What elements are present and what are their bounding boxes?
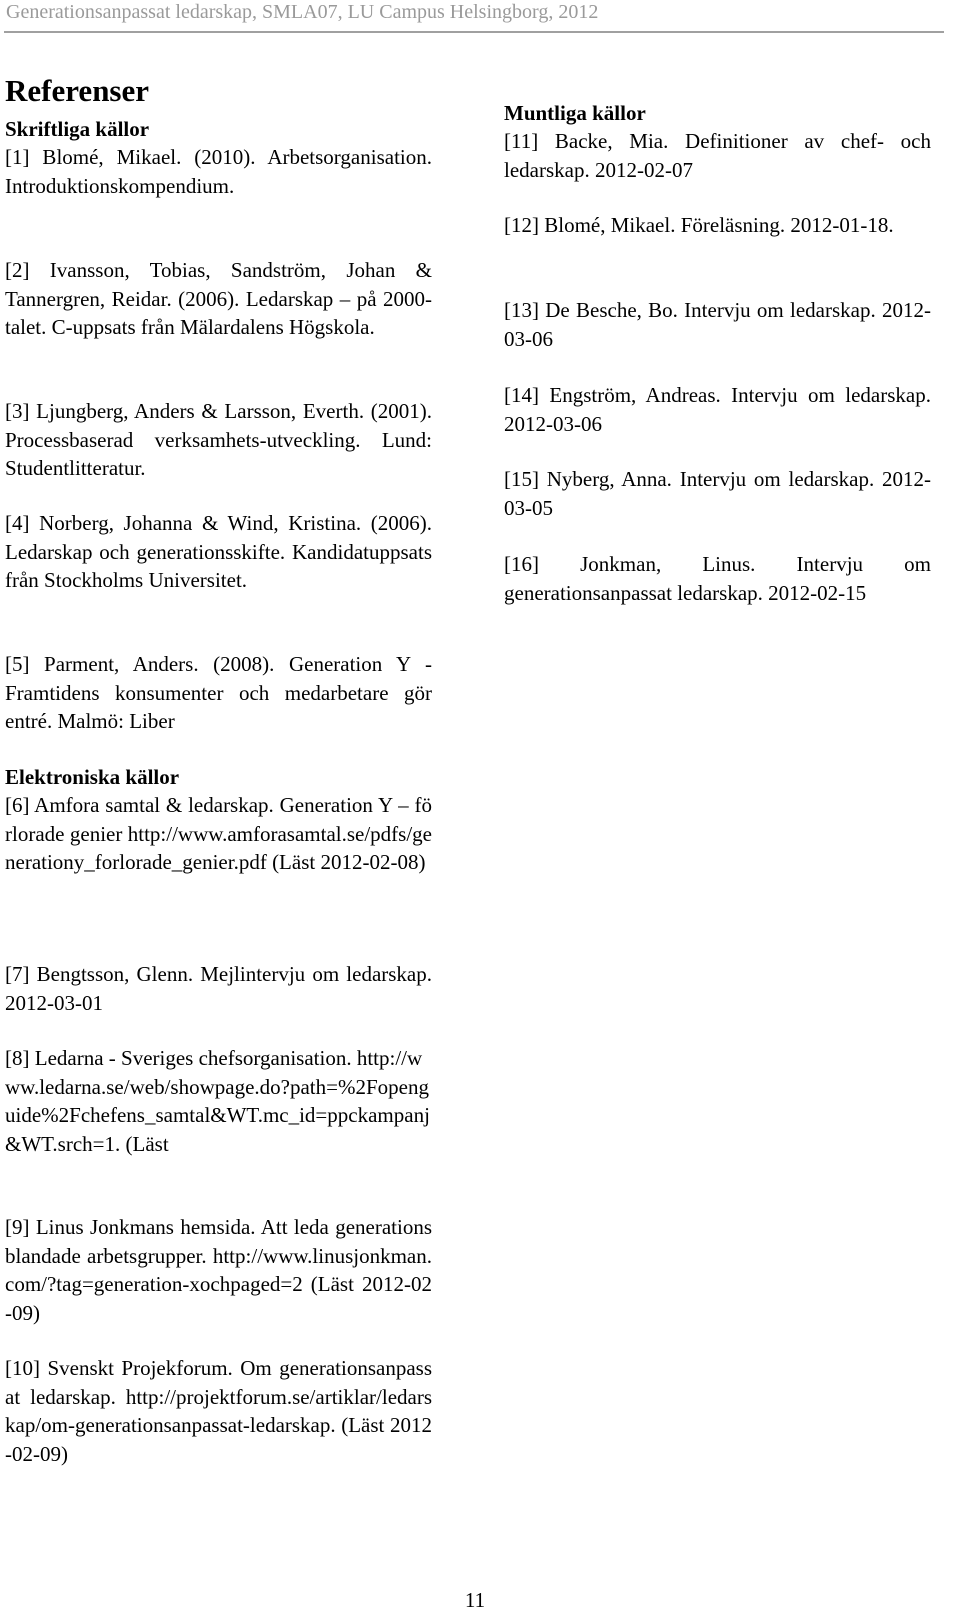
reference-item-9: [9] Linus Jonkmans hemsida. Att leda generationsblandade arbetsgrupper. http://www.linusjonkman.com/?tag=generation-xochpaged=2 (Läst 2012-02-09) (5, 1215, 432, 1325)
reference-item-5: [5] Parment, Anders. (2008). Generation Y - Framtidens konsumenter och medarbetare gör entré. Malmö: Liber (5, 652, 432, 733)
header-rule (4, 31, 944, 33)
reference-item-4: [4] Norberg, Johanna & Wind, Kristina. (2006). Ledarskap och generationsskifte. Kandidatuppsats från Stockholms Universitet. (5, 511, 432, 592)
written-sources-heading: Skriftliga källor (5, 117, 150, 141)
page-number: 11 (464, 1588, 486, 1612)
reference-item-3: [3] Ljungberg, Anders & Larsson, Everth. (2001). Processbaserad verksamhets-utveckling. Lund: Studentlitteratur. (5, 399, 432, 480)
reference-item-6: [6] Amfora samtal & ledarskap. Generation Y – förlorade genier http://www.amforasamtal.se/pdfs/generationy_forlorade_genier.pdf (Läst 2012-02-08) (5, 793, 432, 874)
reference-item-1: [1] Blomé, Mikael. (2010). Arbetsorganisation. Introduktionskompendium. (5, 145, 432, 198)
reference-item-16: [16] Jonkman, Linus. Intervju om generationsanpassat ledarskap. 2012-02-15 (504, 552, 931, 605)
page-title: Referenser (5, 73, 150, 108)
reference-item-7: [7] Bengtsson, Glenn. Mejlintervju om ledarskap. 2012-03-01 (5, 962, 432, 1015)
oral-sources-heading: Muntliga källor (504, 101, 646, 125)
reference-item-15: [15] Nyberg, Anna. Intervju om ledarskap. 2012-03-05 (504, 467, 931, 520)
reference-item-8: [8] Ledarna - Sveriges chefsorganisation. http://www.ledarna.se/web/showpage.do?path=%2Fopenguide%2Fchefens_samtal&WT.mc_id=ppckampanj&WT.srch=1. (Läst (5, 1046, 430, 1156)
reference-item-11: [11] Backe, Mia. Definitioner av chef- och ledarskap. 2012-02-07 (504, 129, 931, 182)
electronic-sources-heading: Elektroniska källor (5, 765, 180, 789)
reference-item-2: [2] Ivansson, Tobias, Sandström, Johan & Tannergren, Reidar. (2006). Ledarskap – på 2000-talet. C-uppsats från Mälardalens Högskola. (5, 258, 432, 339)
reference-item-14: [14] Engström, Andreas. Intervju om ledarskap. 2012-03-06 (504, 383, 931, 436)
reference-item-13: [13] De Besche, Bo. Intervju om ledarskap. 2012-03-06 (504, 298, 931, 351)
reference-item-12: [12] Blomé, Mikael. Föreläsning. 2012-01-18. (504, 213, 894, 237)
running-header: Generationsanpassat ledarskap, SMLA07, LU Campus Helsingborg, 2012 (6, 1, 599, 23)
reference-item-10: [10] Svenskt Projekforum. Om generationsanpassat ledarskap. http://projektforum.se/artiklar/ledarskap/om-generationsanpassat-ledarskap. (Läst 2012-02-09) (5, 1356, 432, 1466)
